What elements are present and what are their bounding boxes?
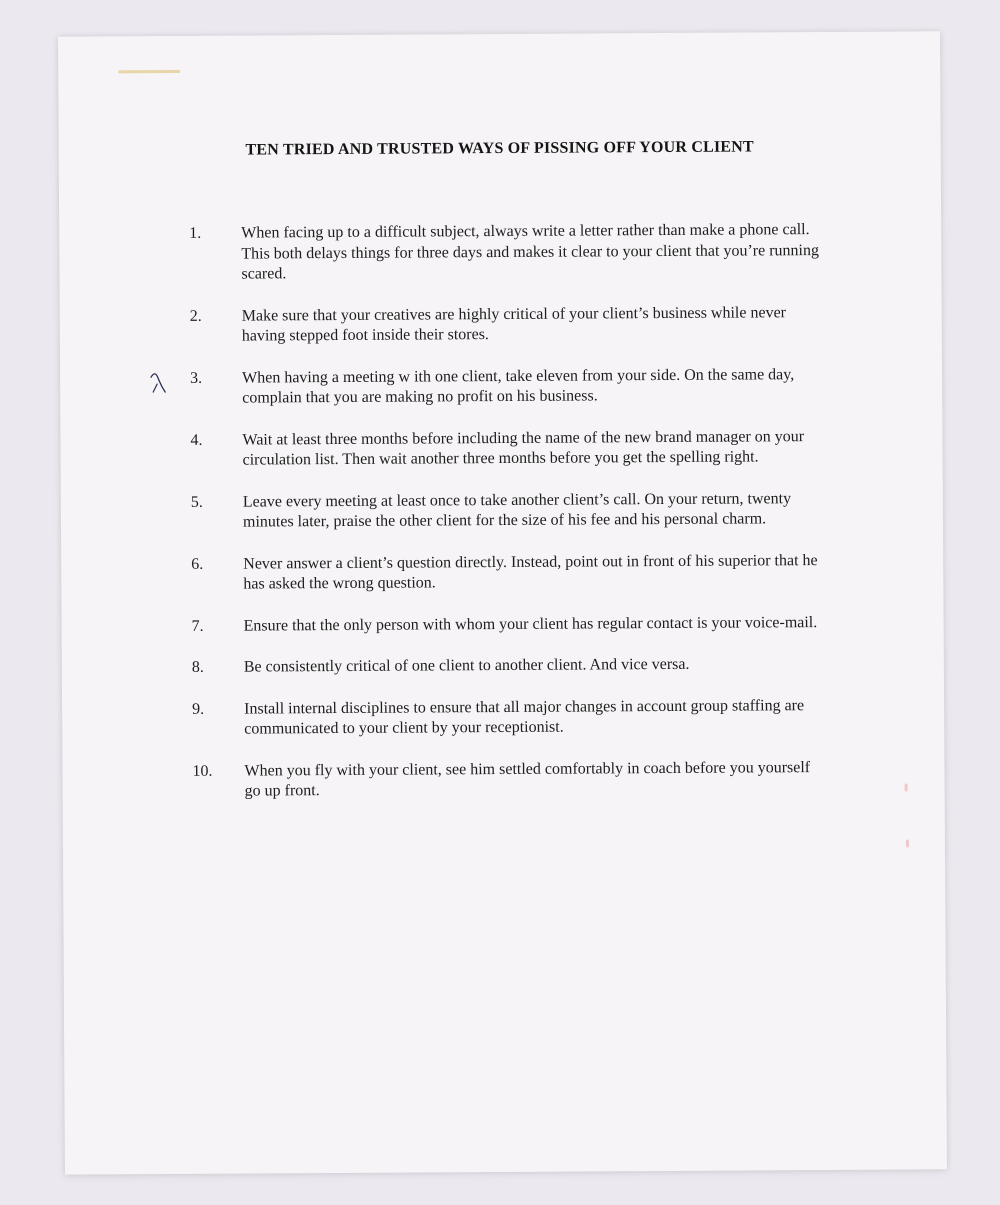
list-item [190, 364, 830, 409]
item-text: When facing up to a difficult subject, always write a letter rather than make a phone call. This both delays things for three days and makes it clear to your client that you’re running scared. [241, 221, 820, 283]
item-text: Leave every meeting at least once to take another client’s call. On your return, twenty minutes later, praise the other client for the size of his fee and his personal charm. [242, 489, 792, 531]
item-text: Make sure that your creatives are highly critical of your client’s business while never having stepped foot inside their stores. [241, 303, 787, 345]
item-text: Be consistently critical of one client to another client. And vice versa. [243, 655, 690, 676]
item-text: Never answer a client’s question directly. Instead, point out in front of his superior that he has asked the wrong question. [243, 551, 818, 593]
paper-stain [118, 70, 180, 73]
item-text: Install internal disciplines to ensure that all major changes in account group staffing are communicated to your client by your receptionist. [244, 696, 805, 738]
list-item [190, 426, 830, 471]
page-title: TEN TRIED AND TRUSTED WAYS OF PISSING OFF YOUR CLIENT [245, 138, 754, 159]
list-item [192, 654, 832, 678]
item-number: 10. [192, 762, 213, 780]
list-item [189, 220, 829, 285]
item-number: 1. [189, 224, 202, 242]
list-item [191, 488, 831, 533]
item-text: When you fly with your client, see him settled comfortably in coach before you yourself go up front. [244, 758, 811, 800]
item-number: 6. [191, 555, 204, 573]
item-text: Ensure that the only person with whom your client has regular contact is your voice-mail. [243, 613, 818, 635]
item-number: 8. [191, 658, 204, 676]
item-text: Wait at least three months before including the name of the new brand manager on your circulation list. Then wait another three months before you get the spelling right. [242, 427, 805, 469]
item-number: 9. [192, 700, 205, 718]
list-item [190, 302, 830, 347]
list-item [192, 695, 832, 740]
list-item [192, 612, 832, 636]
item-text: When having a meeting w ith one client, take eleven from your side. On the same day, complain that you are making no profit on his business. [242, 365, 795, 407]
numbered-list [189, 220, 833, 823]
item-number: 5. [190, 493, 203, 511]
item-number: 4. [190, 431, 203, 449]
list-item [191, 550, 831, 595]
paper-speck [906, 840, 909, 848]
paper-sheet [58, 31, 947, 1174]
item-number: 2. [189, 307, 202, 325]
list-item [192, 757, 832, 802]
item-number: 7. [191, 617, 204, 635]
item-number: 3. [190, 369, 203, 387]
paper-speck [905, 784, 908, 792]
handwritten-caret-mark [148, 369, 168, 395]
